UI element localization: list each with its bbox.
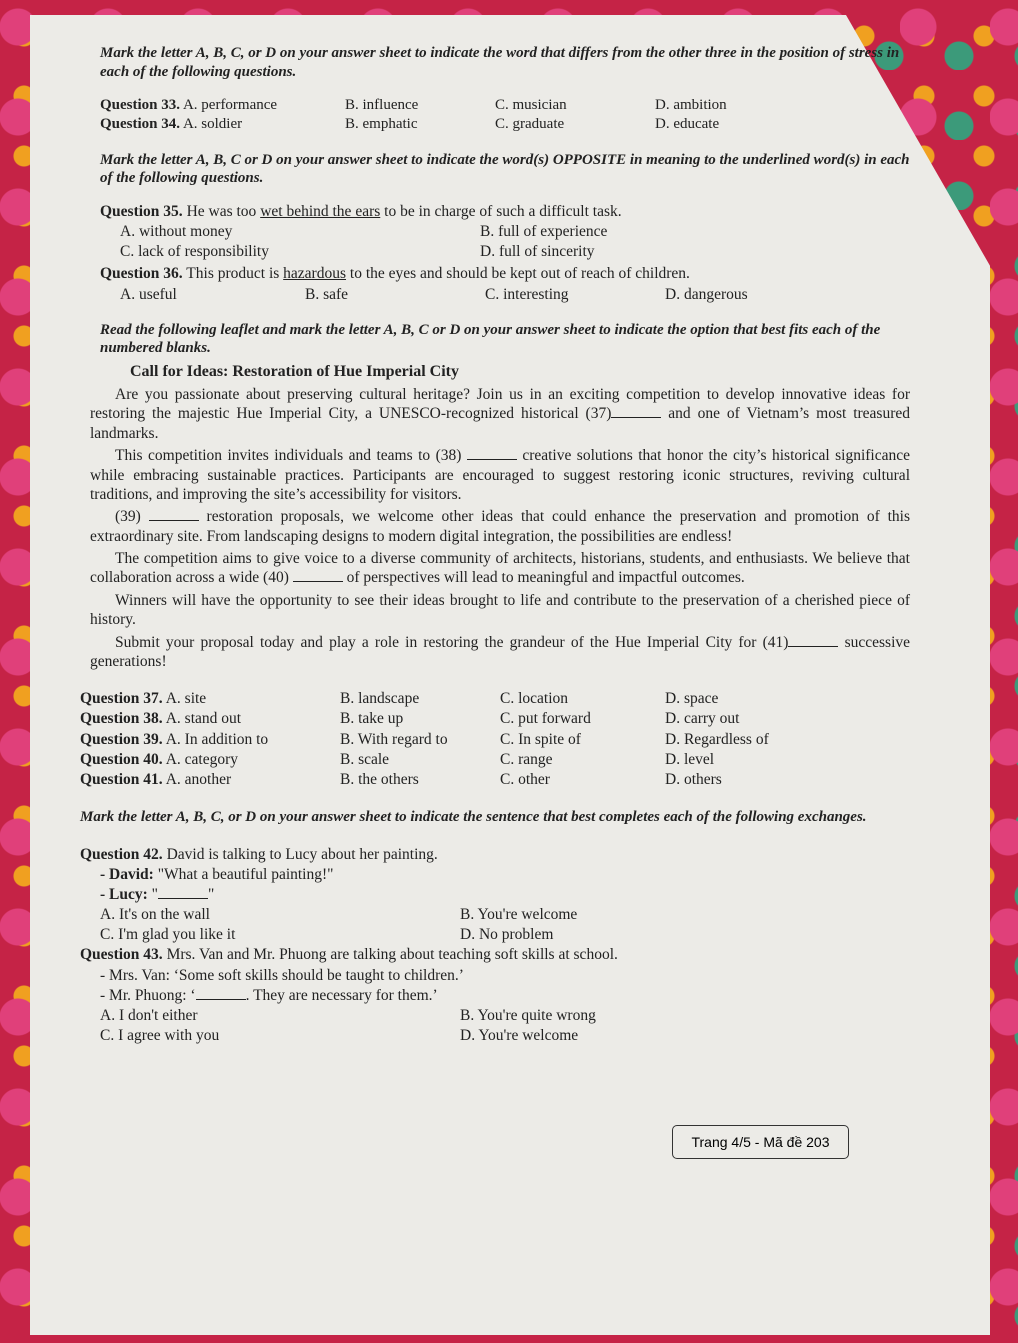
q39-c: C. In spite of bbox=[500, 730, 581, 748]
q37-a: A. site bbox=[165, 690, 207, 708]
leaflet-paragraph-6: Submit your proposal today and play a role in restoring the grandeur of the Hue Imperial City for (41) successive generations! bbox=[90, 633, 911, 670]
q33-d: D. ambition bbox=[655, 96, 727, 113]
question-37-row bbox=[80, 689, 910, 709]
leaflet-paragraph-4: The competition aims to give voice to a diverse community of architects, historians, students, and enthusiasts. We believe that collaboration across a wide (40) of perspectives will lead to meaningful and impactful outcomes. bbox=[90, 550, 910, 587]
leaflet-paragraph-5: Winners will have the opportunity to see their ideas brought to life and contribute to the preservation of a cherished piece of history. bbox=[90, 591, 910, 629]
q36-options bbox=[120, 285, 910, 305]
q36-c: C. interesting bbox=[485, 285, 569, 303]
question-43: Question 43. Mrs. Van and Mr. Phuong are talking about teaching soft skills at school. bbox=[80, 946, 618, 964]
q43-a: A. I don't either bbox=[100, 1006, 198, 1024]
question-35: Question 35. He was too wet behind the ears to be in charge of such a difficult task. bbox=[100, 203, 622, 220]
blank-40-number: (40) bbox=[263, 569, 289, 587]
q40-c: C. range bbox=[500, 750, 553, 768]
q36-d: D. dangerous bbox=[665, 285, 748, 303]
blank-38-number: (38) bbox=[435, 447, 462, 465]
q36-underlined: hazardous bbox=[283, 265, 347, 283]
question-42: Question 42. David is talking to Lucy about her painting. bbox=[80, 845, 438, 863]
q36-label: Question 36. bbox=[100, 265, 183, 283]
q42-blank bbox=[158, 898, 208, 899]
q33-c: C. musician bbox=[495, 96, 567, 113]
blank-40 bbox=[293, 581, 343, 582]
blank-37-number: (37) bbox=[585, 405, 612, 423]
q35-underlined: wet behind the ears bbox=[260, 203, 381, 220]
q35-label: Question 35. bbox=[100, 203, 183, 220]
section4-instruction: Mark the letter A, B, C, or D on your answer sheet to indicate the sentence that best completes each of the following exchanges. bbox=[80, 808, 867, 825]
q38-a: A. stand out bbox=[165, 710, 242, 728]
q41-a: A. another bbox=[165, 770, 232, 788]
q35-a: A. without money bbox=[120, 223, 233, 241]
exam-sheet bbox=[80, 40, 910, 1046]
question-36: Question 36. This product is hazardous to the eyes and should be kept out of reach of children. bbox=[100, 265, 690, 283]
blank-41 bbox=[788, 646, 838, 647]
q40-a: A. category bbox=[165, 750, 239, 768]
q40-label: Question 40. bbox=[80, 750, 163, 768]
q43-c: C. I agree with you bbox=[100, 1026, 220, 1044]
q37-d: D. space bbox=[665, 690, 719, 708]
blank-37 bbox=[611, 417, 661, 418]
q42-options bbox=[100, 905, 910, 945]
blank-39-number: (39) bbox=[115, 508, 141, 526]
question-34-row bbox=[100, 115, 910, 135]
question-39-row bbox=[80, 730, 910, 750]
q34-a: Question 34. A. soldier bbox=[100, 116, 243, 132]
question-38-row bbox=[80, 709, 910, 729]
q36-b: B. safe bbox=[305, 285, 349, 303]
q41-b: B. the others bbox=[340, 770, 419, 788]
q42-d: D. No problem bbox=[460, 926, 554, 944]
q37-label: Question 37. bbox=[80, 690, 163, 708]
page-footer: Trang 4/5 - Mã đề 203 bbox=[672, 1125, 849, 1159]
section3-instruction: Read the following leaflet and mark the letter A, B, C or D on your answer sheet to indicate the option that best fits each of the numbered blanks. bbox=[100, 321, 881, 357]
blank-39 bbox=[149, 520, 199, 521]
leaflet-title: Call for Ideas: Restoration of Hue Imperial City bbox=[130, 363, 459, 381]
q37-c: C. location bbox=[500, 690, 569, 708]
q33-label: Question 33. bbox=[100, 96, 181, 113]
q42-line-lucy: - Lucy: " " bbox=[100, 885, 215, 903]
q39-label: Question 39. bbox=[80, 730, 163, 748]
q35-c: C. lack of responsibility bbox=[120, 243, 269, 261]
q40-d: D. level bbox=[665, 750, 715, 768]
section1-instruction: Mark the letter A, B, C, or D on your answer sheet to indicate the word that differs from the other three in the position of stress in each of the following questions. bbox=[100, 45, 900, 80]
q34-d: D. educate bbox=[655, 116, 720, 132]
q43-line-mr-phuong: - Mr. Phuong: ‘ . They are necessary for them.’ bbox=[100, 986, 438, 1004]
q42-label: Question 42. bbox=[80, 845, 163, 863]
q34-label: Question 34. bbox=[100, 116, 181, 132]
q43-options bbox=[100, 1006, 910, 1046]
section2-instruction: Mark the letter A, B, C or D on your answer sheet to indicate the word(s) OPPOSITE in meaning to the underlined word(s) in each of the following questions. bbox=[100, 151, 910, 187]
q35-options bbox=[120, 222, 910, 262]
q33-b: B. influence bbox=[345, 96, 419, 113]
q35-d: D. full of sincerity bbox=[480, 243, 595, 261]
q43-blank bbox=[196, 999, 246, 1000]
q42-b: B. You're welcome bbox=[460, 906, 578, 924]
q38-b: B. take up bbox=[340, 710, 404, 728]
q38-c: C. put forward bbox=[500, 710, 591, 728]
q43-d: D. You're welcome bbox=[460, 1026, 579, 1044]
q42-c: C. I'm glad you like it bbox=[100, 926, 236, 944]
leaflet-paragraph-1: Are you passionate about preserving cultural heritage? Join us in an exciting competition to develop innovative ideas for restoring the majestic Hue Imperial City, a UNESCO-recognized historical (37) and one of Vietnam’s most treasured landmarks. bbox=[90, 386, 910, 442]
leaflet-answer-grid bbox=[80, 689, 910, 790]
question-33-row bbox=[100, 96, 910, 116]
q35-b: B. full of experience bbox=[480, 223, 608, 241]
q42-a: A. It's on the wall bbox=[100, 906, 210, 924]
q41-d: D. others bbox=[665, 770, 722, 788]
blank-41-number: (41) bbox=[762, 633, 789, 651]
q38-label: Question 38. bbox=[80, 710, 163, 728]
q38-d: D. carry out bbox=[665, 710, 740, 728]
q43-b: B. You're quite wrong bbox=[460, 1006, 596, 1024]
q39-b: B. With regard to bbox=[340, 730, 448, 748]
question-40-row bbox=[80, 750, 910, 770]
question-41-row bbox=[80, 770, 910, 790]
q39-a: A. In addition to bbox=[165, 730, 269, 748]
q41-c: C. other bbox=[500, 770, 550, 788]
q37-b: B. landscape bbox=[340, 690, 420, 708]
q39-d: D. Regardless of bbox=[665, 730, 769, 748]
q36-a: A. useful bbox=[120, 285, 177, 303]
q41-label: Question 41. bbox=[80, 770, 163, 788]
q40-b: B. scale bbox=[340, 750, 390, 768]
leaflet-paragraph-3: (39) restoration proposals, we welcome other ideas that could enhance the preservation and promotion of this extraordinary site. From landscaping designs to modern digital integration, the possibilities are endless! bbox=[90, 508, 911, 545]
q43-line-mrs-van: - Mrs. Van: ‘Some soft skills should be taught to children.’ bbox=[100, 966, 464, 984]
leaflet-paragraph-2: This competition invites individuals and teams to (38) creative solutions that honor the city’s historical significance while embracing sustainable practices. Participants are encouraged to suggest restoring iconic structures, reviving cultural traditions, and improving the site’s accessibility for visitors. bbox=[90, 447, 910, 503]
q33-a: Question 33. A. performance bbox=[100, 96, 278, 113]
blank-38 bbox=[467, 459, 517, 460]
q34-b: B. emphatic bbox=[345, 116, 418, 132]
q34-c: C. graduate bbox=[495, 116, 565, 132]
q42-line-david: - David: "What a beautiful painting!" bbox=[100, 865, 334, 883]
q43-label: Question 43. bbox=[80, 946, 163, 964]
